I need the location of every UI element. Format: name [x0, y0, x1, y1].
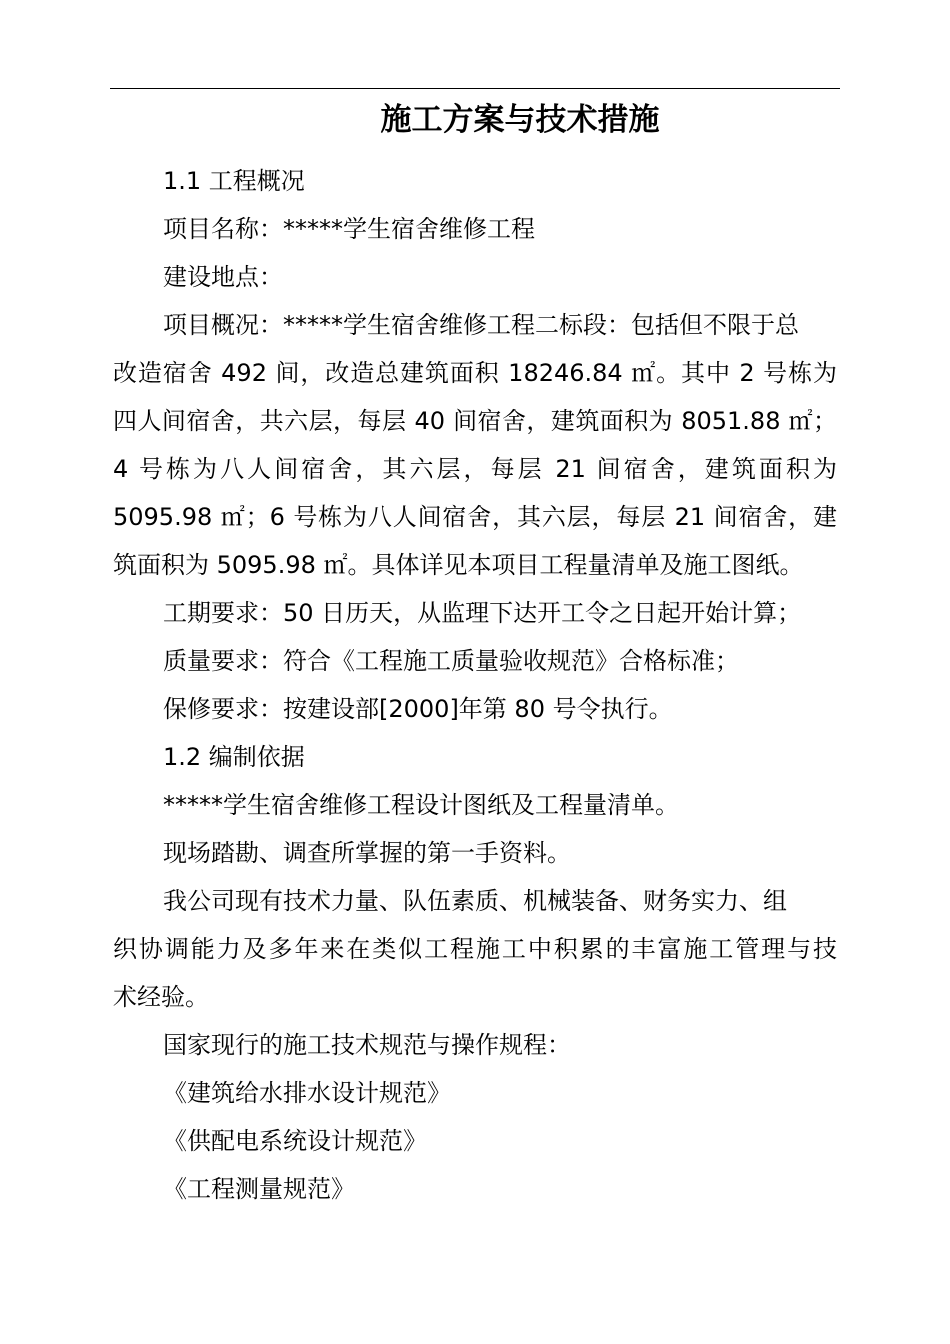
- basis-item: *****学生宿舍维修工程设计图纸及工程量清单。: [163, 791, 679, 819]
- paragraph-line: 4 号栋为八人间宿舍，其六层，每层 21 间宿舍，建筑面积为: [113, 455, 837, 483]
- project-name-line: 项目名称：*****学生宿舍维修工程: [163, 215, 535, 243]
- document-title: 施工方案与技术措施: [380, 102, 660, 138]
- schedule-requirement-line: 工期要求：50 日历天，从监理下达开工令之日起开始计算；: [163, 599, 802, 627]
- section-heading-basis: 1.2 编制依据: [163, 743, 305, 771]
- standard-item: 《供配电系统设计规范》: [163, 1127, 427, 1155]
- paragraph-line: 四人间宿舍，共六层，每层 40 间宿舍，建筑面积为 8051.88 ㎡；: [113, 407, 837, 435]
- paragraph-line: 织协调能力及多年来在类似工程施工中积累的丰富施工管理与技: [113, 935, 837, 963]
- paragraph-line: 改造宿舍 492 间，改造总建筑面积 18246.84 ㎡。其中 2 号栋为: [113, 359, 837, 387]
- header-rule: [110, 88, 840, 89]
- paragraph-line: 术经验。: [113, 983, 209, 1011]
- warranty-requirement-line: 保修要求：按建设部[2000]年第 80 号令执行。: [163, 695, 673, 723]
- paragraph-line: 5095.98 ㎡；6 号栋为八人间宿舍，其六层，每层 21 间宿舍，建: [113, 503, 837, 531]
- standard-item: 《工程测量规范》: [163, 1175, 355, 1203]
- construction-site-line: 建设地点：: [163, 263, 283, 291]
- section-heading-overview: 1.1 工程概况: [163, 167, 305, 195]
- paragraph-line: 筑面积为 5095.98 ㎡。具体详见本项目工程量清单及施工图纸。: [113, 551, 804, 579]
- quality-requirement-line: 质量要求：符合《工程施工质量验收规范》合格标准；: [163, 647, 739, 675]
- basis-item: 现场踏勘、调查所掌握的第一手资料。: [163, 839, 571, 867]
- project-overview-line: 项目概况：*****学生宿舍维修工程二标段：包括但不限于总: [163, 311, 799, 339]
- basis-item: 国家现行的施工技术规范与操作规程：: [163, 1031, 571, 1059]
- basis-item: 我公司现有技术力量、队伍素质、机械装备、财务实力、组: [163, 887, 787, 915]
- standard-item: 《建筑给水排水设计规范》: [163, 1079, 451, 1107]
